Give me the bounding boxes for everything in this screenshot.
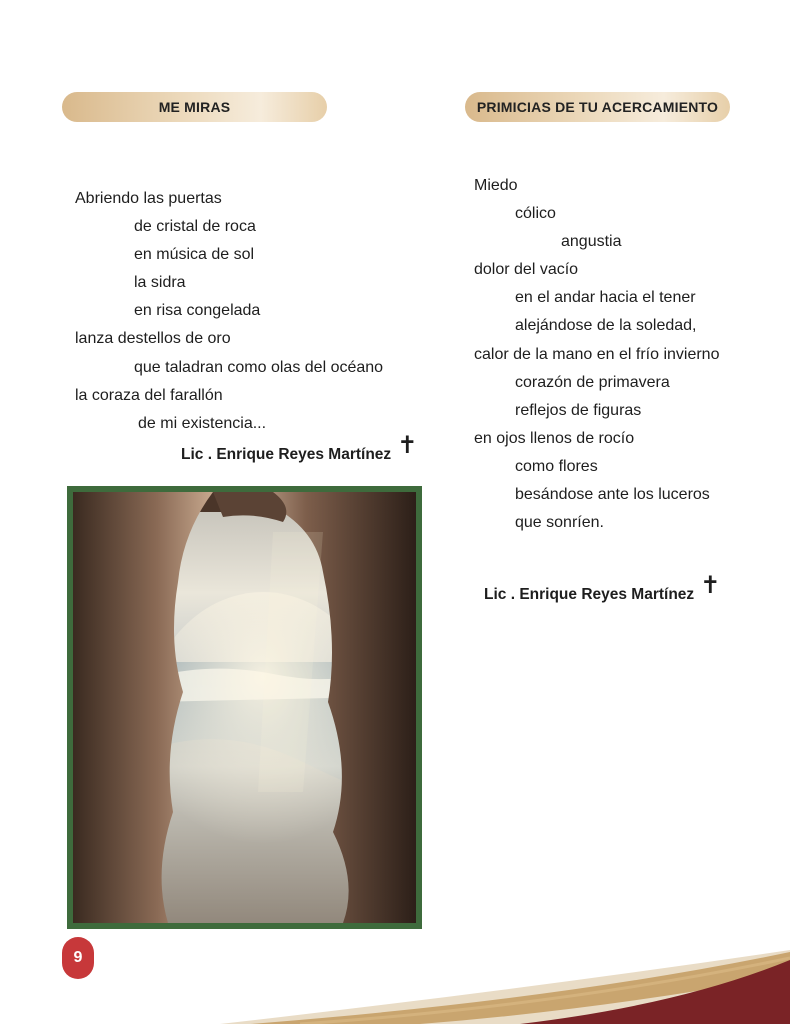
poem-line: en el andar hacia el tener — [515, 289, 696, 307]
poem-line: reflejos de figuras — [515, 401, 642, 419]
poem-line: dolor del vacío — [474, 261, 579, 279]
left-title-banner — [62, 92, 327, 122]
poem-line: Miedo — [474, 177, 518, 194]
poem-line: lanza destellos de oro — [75, 330, 231, 348]
poem-line: en ojos llenos de rocío — [474, 429, 635, 447]
poem-line: besándose ante los luceros — [515, 486, 710, 504]
right-poem-title: PRIMICIAS DE TU ACERCAMIENTO — [476, 99, 719, 115]
sea-cave-illustration — [73, 492, 416, 923]
right-author-signature — [484, 572, 721, 604]
poem-line: en risa congelada — [134, 302, 261, 320]
poem-line: en música de sol — [134, 246, 255, 264]
sea-cave-photo — [67, 486, 422, 929]
poem-line: de mi existencia... — [138, 414, 267, 432]
decorative-swoosh — [0, 930, 790, 1024]
left-poem — [75, 185, 383, 438]
poem-line: de cristal de roca — [134, 218, 256, 236]
left-author-name: Lic . Enrique Reyes Martínez — [181, 446, 392, 463]
left-author-signature — [181, 432, 418, 464]
right-title-banner — [465, 92, 730, 122]
cross-icon: ✝ — [397, 432, 418, 459]
page-number: 9 — [73, 949, 83, 966]
poem-line: corazón de primavera — [515, 373, 670, 391]
poem-line: que taladran como olas del océano — [134, 358, 384, 376]
poem-line: cólico — [515, 205, 556, 223]
poem-line: la sidra — [134, 274, 186, 292]
poem-line: que sonríen. — [515, 514, 604, 532]
poem-line: Abriendo las puertas — [75, 190, 222, 207]
poem-line: calor de la mano en el frío invierno — [474, 345, 720, 363]
poem-line: como flores — [515, 457, 598, 475]
poem-line: la coraza del farallón — [75, 386, 223, 404]
right-author-name: Lic . Enrique Reyes Martínez — [484, 586, 695, 603]
right-poem — [474, 172, 719, 537]
poem-line: alejándose de la soledad, — [515, 317, 697, 335]
left-poem-title: ME MIRAS — [158, 99, 231, 115]
cross-icon: ✝ — [700, 572, 721, 599]
poem-line: angustia — [561, 233, 622, 251]
